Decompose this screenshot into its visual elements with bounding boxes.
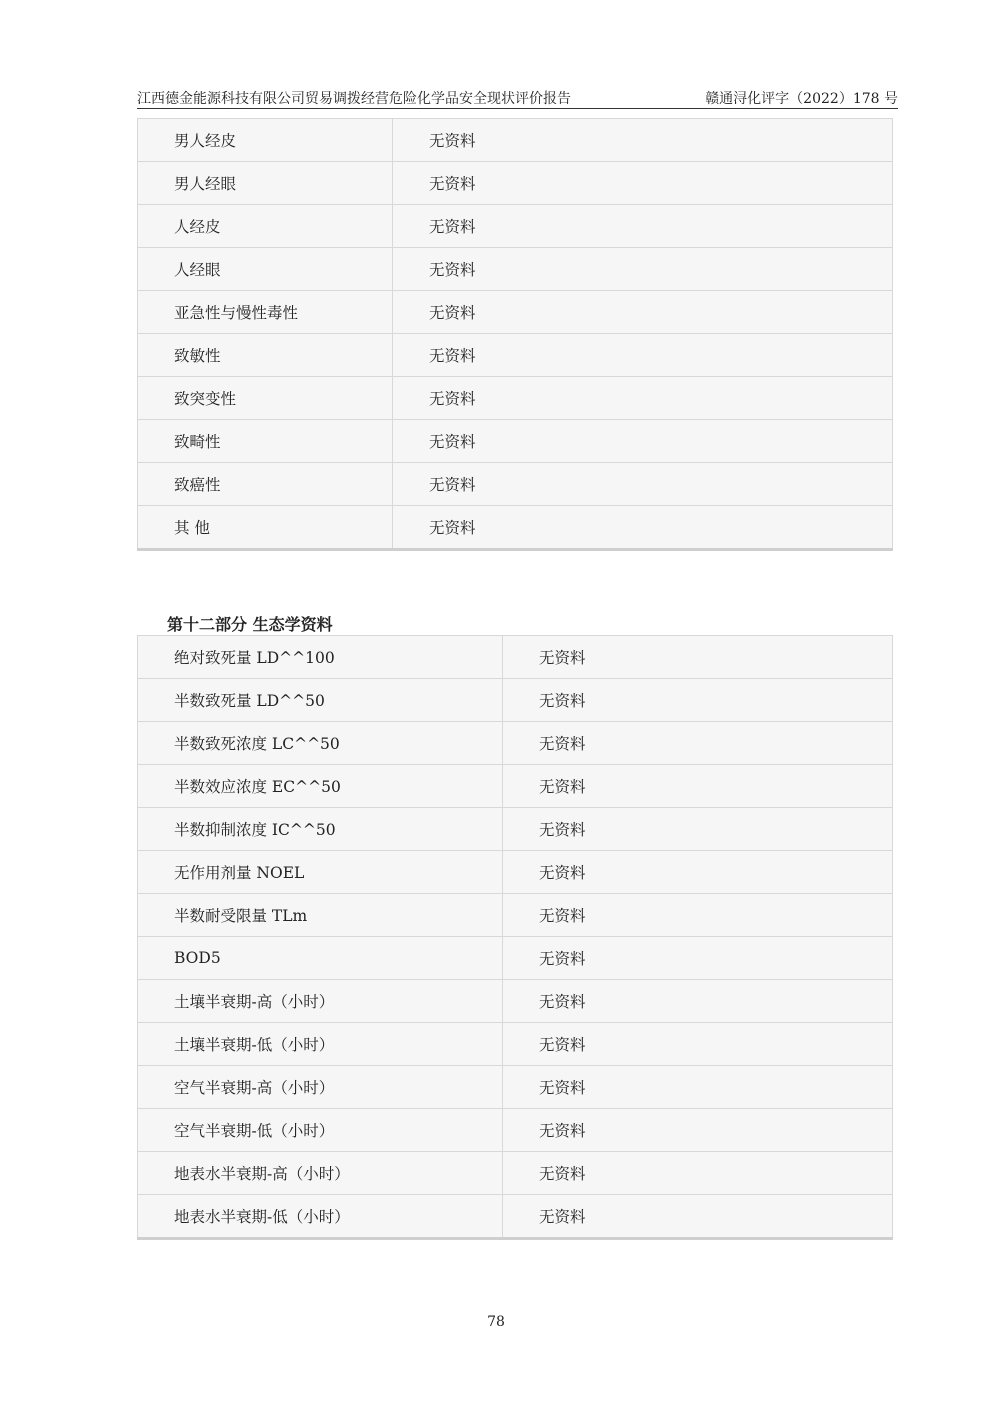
row-value: 无资料 <box>503 851 893 894</box>
row-label: 半数效应浓度 EC^^50 <box>138 765 503 808</box>
row-value: 无资料 <box>503 808 893 851</box>
row-label: 地表水半衰期-低（小时） <box>138 1195 503 1239</box>
row-label: 致敏性 <box>138 334 393 377</box>
row-label: 致突变性 <box>138 377 393 420</box>
table-row <box>138 765 893 808</box>
report-title: 江西德金能源科技有限公司贸易调拨经营危险化学品安全现状评价报告 <box>137 91 571 107</box>
table-row <box>138 205 893 248</box>
row-label: 土壤半衰期-低（小时） <box>138 1023 503 1066</box>
table-row <box>138 463 893 506</box>
row-value: 无资料 <box>503 1066 893 1109</box>
row-value: 无资料 <box>503 980 893 1023</box>
table-row <box>138 119 893 162</box>
table-row <box>138 851 893 894</box>
row-value: 无资料 <box>393 162 893 205</box>
row-label: 空气半衰期-低（小时） <box>138 1109 503 1152</box>
row-label: 空气半衰期-高（小时） <box>138 1066 503 1109</box>
row-label: 绝对致死量 LD^^100 <box>138 636 503 679</box>
row-value: 无资料 <box>393 291 893 334</box>
table-row <box>138 679 893 722</box>
row-label: 亚急性与慢性毒性 <box>138 291 393 334</box>
table-row <box>138 894 893 937</box>
row-value: 无资料 <box>393 205 893 248</box>
table-row <box>138 1195 893 1239</box>
row-label: 土壤半衰期-高（小时） <box>138 980 503 1023</box>
row-value: 无资料 <box>393 420 893 463</box>
row-value: 无资料 <box>503 937 893 980</box>
row-value: 无资料 <box>393 463 893 506</box>
row-label: 地表水半衰期-高（小时） <box>138 1152 503 1195</box>
row-label: 半数耐受限量 TLm <box>138 894 503 937</box>
row-label: 致癌性 <box>138 463 393 506</box>
table-row <box>138 162 893 205</box>
toxicity-table <box>137 118 893 551</box>
row-value: 无资料 <box>393 334 893 377</box>
table-row <box>138 291 893 334</box>
table-row <box>138 334 893 377</box>
table-row <box>138 420 893 463</box>
row-value: 无资料 <box>503 722 893 765</box>
table-row <box>138 636 893 679</box>
row-value: 无资料 <box>503 1195 893 1239</box>
table-row <box>138 808 893 851</box>
table-row <box>138 506 893 550</box>
table-row <box>138 1023 893 1066</box>
row-label: 致畸性 <box>138 420 393 463</box>
row-value: 无资料 <box>503 894 893 937</box>
row-value: 无资料 <box>503 1152 893 1195</box>
row-label: 半数致死量 LD^^50 <box>138 679 503 722</box>
row-label: 其 他 <box>138 506 393 550</box>
row-label: 人经皮 <box>138 205 393 248</box>
row-value: 无资料 <box>503 765 893 808</box>
row-label: 半数抑制浓度 IC^^50 <box>138 808 503 851</box>
page-number: 78 <box>487 1314 505 1330</box>
table-row <box>138 1152 893 1195</box>
row-value: 无资料 <box>503 1109 893 1152</box>
row-label: 男人经皮 <box>138 119 393 162</box>
table-row <box>138 1109 893 1152</box>
page-header <box>137 86 898 109</box>
ecology-table <box>137 635 893 1240</box>
row-value: 无资料 <box>393 506 893 550</box>
table-row <box>138 1066 893 1109</box>
section-title: 第十二部分 生态学资料 <box>167 615 333 634</box>
row-value: 无资料 <box>503 679 893 722</box>
table-row <box>138 937 893 980</box>
row-value: 无资料 <box>393 377 893 420</box>
table-row <box>138 980 893 1023</box>
table-row <box>138 722 893 765</box>
row-label: 半数致死浓度 LC^^50 <box>138 722 503 765</box>
row-label: 男人经眼 <box>138 162 393 205</box>
row-value: 无资料 <box>393 119 893 162</box>
report-number: 赣通浔化评字（2022）178 号 <box>705 91 898 107</box>
row-value: 无资料 <box>393 248 893 291</box>
row-value: 无资料 <box>503 636 893 679</box>
row-label: 人经眼 <box>138 248 393 291</box>
row-label: BOD5 <box>138 937 503 980</box>
table-row <box>138 377 893 420</box>
row-label: 无作用剂量 NOEL <box>138 851 503 894</box>
table-row <box>138 248 893 291</box>
row-value: 无资料 <box>503 1023 893 1066</box>
